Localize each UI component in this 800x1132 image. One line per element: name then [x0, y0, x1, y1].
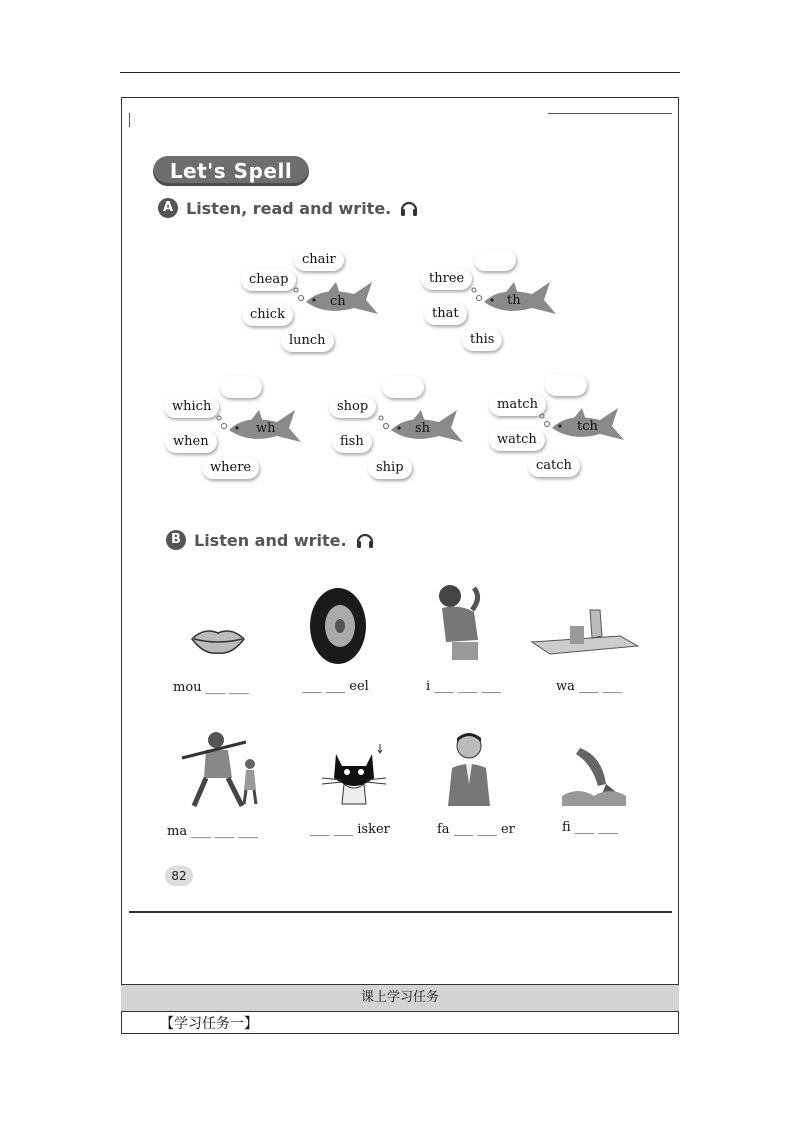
- fish-label: sh: [415, 421, 431, 436]
- scan-rule-top: [548, 113, 672, 114]
- wash-feet-icon: [530, 606, 640, 658]
- section-b-text: Listen and write.: [194, 530, 347, 550]
- wheel-icon: [308, 586, 368, 666]
- spelling-blank: fi ___ ___: [562, 820, 618, 835]
- scan-rule-bottom: [129, 911, 672, 913]
- itch-boy-icon: [432, 580, 488, 664]
- word-bubble: ship: [368, 457, 412, 479]
- spelling-blank: ma ___ ___ ___: [167, 824, 258, 839]
- lesson-title: Let's Spell: [153, 156, 309, 186]
- fish-label: wh: [256, 421, 276, 436]
- section-b-heading: [166, 530, 375, 550]
- word-bubble: match: [489, 394, 546, 416]
- spelling-blank: ___ ___ eel: [302, 679, 369, 694]
- fish-label: tch: [577, 419, 598, 434]
- word-bubble: where: [202, 457, 259, 479]
- headphones-icon: [355, 530, 375, 550]
- page-number: 82: [165, 866, 193, 886]
- word-bubble: catch: [528, 455, 580, 477]
- task-header: 课上学习任务: [121, 984, 679, 1012]
- spelling-blank: fa ___ ___ er: [437, 822, 515, 837]
- section-a-heading: [158, 198, 419, 218]
- scan-rule-left: [129, 113, 130, 127]
- headphones-icon: [399, 198, 419, 218]
- blank-bubble: [382, 376, 424, 398]
- word-bubble: chair: [294, 249, 344, 271]
- spelling-blank: mou ___ ___: [173, 680, 249, 695]
- fish-splash-icon: [562, 740, 626, 806]
- word-bubble: this: [462, 329, 502, 351]
- spelling-blank: wa ___ ___: [556, 679, 623, 694]
- cat-whisker-icon: [322, 744, 386, 806]
- section-b-letter: B: [166, 530, 186, 550]
- fish-label: ch: [330, 294, 346, 309]
- word-bubble: when: [165, 431, 217, 453]
- section-a-text: Listen, read and write.: [186, 198, 392, 218]
- word-bubble: cheap: [241, 269, 296, 291]
- blank-bubble: [545, 374, 587, 396]
- baseball-icon: [176, 728, 266, 810]
- father-icon: [444, 730, 494, 806]
- word-bubble: that: [424, 303, 467, 325]
- word-bubble: shop: [329, 396, 376, 418]
- word-bubble: three: [421, 268, 472, 290]
- top-rule: [120, 72, 680, 73]
- blank-bubble: [220, 376, 262, 398]
- word-bubble: watch: [489, 429, 545, 451]
- task-one-label: 【学习任务一】: [160, 1016, 258, 1032]
- word-bubble: lunch: [281, 330, 334, 352]
- section-a-letter: A: [158, 198, 178, 218]
- blank-bubble: [474, 249, 516, 271]
- word-bubble: which: [164, 396, 219, 418]
- fish-label: th: [507, 293, 521, 308]
- word-bubble: fish: [332, 431, 372, 453]
- spelling-blank: i ___ ___ ___: [426, 679, 502, 694]
- mouth-icon: [190, 625, 246, 657]
- word-bubble: chick: [242, 304, 293, 326]
- spelling-blank: ___ ___ isker: [310, 822, 390, 837]
